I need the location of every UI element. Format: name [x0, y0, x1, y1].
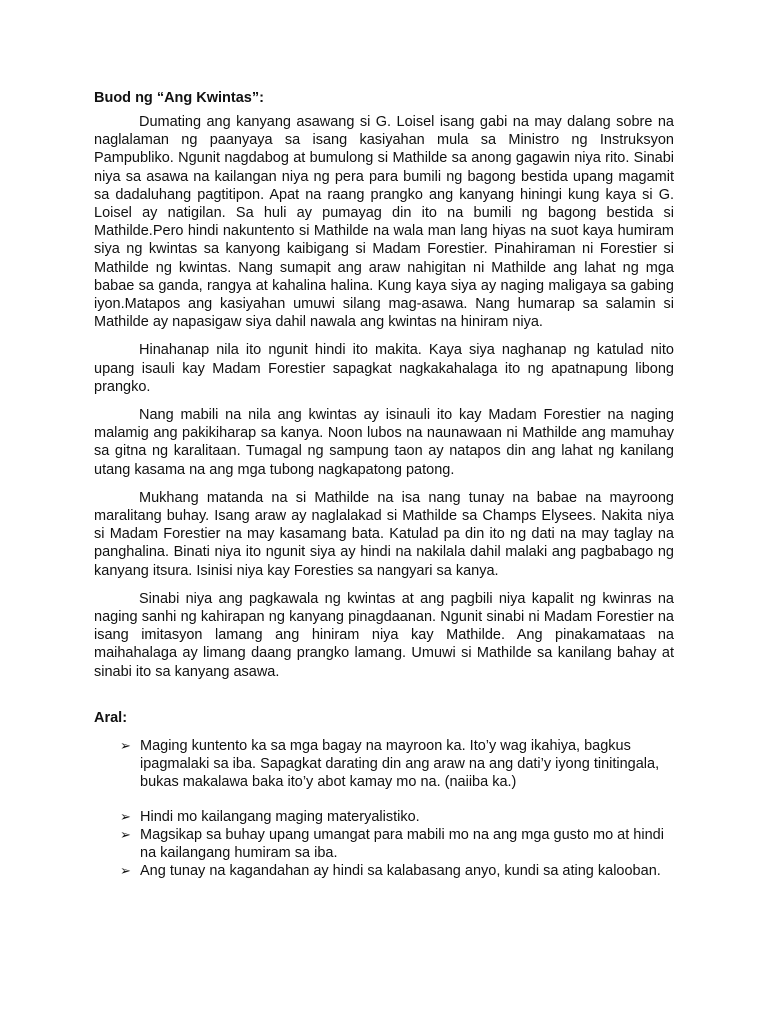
lesson-list	[94, 737, 674, 880]
summary-paragraph-3: Nang mabili na nila ang kwintas ay isinauli ito kay Madam Forestier na naging malamig ang pakikiharap sa kanya. Noon lubos na naunawaan ni Mathilde ang mamuhay sa gitna ng karalitaan. Tumagal ng sampung taon ay natapos din ang lahat ng kanilang utang kasama na ang mga tubong nagkapatong patong.	[94, 407, 674, 478]
lesson-text: Hindi mo kailangang maging materyalistiko.	[140, 808, 420, 825]
lesson-heading: Aral:	[94, 709, 128, 726]
lesson-item	[120, 826, 674, 862]
arrowhead-bullet-icon: ➢	[120, 863, 131, 879]
summary-paragraph-1: Dumating ang kanyang asawang si G. Loisel isang gabi na may dalang sobre na naglalaman ng paanyaya sa isang kasiyahan mula sa Ministro ng Instruksyon Pampubliko. Ngunit nagdabog at bumulong si Mathilde sa anong gagawin niya rito. Sinabi niya sa asawa na kailangan niya ng pera para bumili ng bagong bestida upang magamit sa dadaluhang pagtitipon. Apat na raang prangko ang kanyang hiningi kung kaya si G. Loisel ay natigilan. Sa huli ay pumayag din ito na bumili ng bagong bestida si Mathilde.Pero hindi nakuntento si Mathilde na wala man lang hiyas na suot kaya humiram siya ng kwintas sa kanyong kaibigang si Madam Forestier. Pinahiraman ni Forestier si Mathilde ng kwintas. Nang sumapit ang araw nahigitan ni Mathilde ang lahat ng mga babae sa ganda, rangya at kahalina halina. Kung kaya siya ay naging maligaya sa gabing iyon.Matapos ang kasiyahan umuwi silang mag-asawa. Nang humarap sa salamin si Mathilde ay napasigaw siya dahil nawala ang kwintas na hiniram niya.	[94, 114, 674, 331]
lesson-item	[120, 808, 674, 826]
lesson-item	[120, 862, 674, 880]
summary-heading: Buod ng “Ang Kwintas”:	[94, 90, 264, 106]
arrowhead-bullet-icon: ➢	[120, 826, 131, 842]
summary-paragraph-2: Hinahanap nila ito ngunit hindi ito makita. Kaya siya naghanap ng katulad nito upang isauli kay Madam Forestier sapagkat nagkakahalaga ito ng apatnapung libong prangko.	[94, 342, 674, 395]
lesson-text: Magsikap sa buhay upang umangat para mabili mo na ang mga gusto mo at hindi na kailangang humiram sa iba.	[140, 826, 664, 861]
arrowhead-bullet-icon: ➢	[120, 808, 131, 824]
arrowhead-bullet-icon: ➢	[120, 737, 131, 753]
lesson-item	[120, 737, 674, 792]
summary-paragraph-5: Sinabi niya ang pagkawala ng kwintas at ang pagbili niya kapalit ng kwinras na naging sanhi ng kahirapan ng kanyang pinagdaanan. Ngunit sinabi ni Madam Forestier na isang imitasyon lamang ang hiniram niya kay Mathilde. Ang pinakamataas na maihahalaga ay limang daang prangko lamang. Umuwi si Mathilde sa kanilang bahay at sinabi ito sa kanyang asawa.	[94, 590, 674, 680]
lesson-text: Maging kuntento ka sa mga bagay na mayroon ka. Ito’y wag ikahiya, bagkus ipagmalaki sa iba. Sapagkat darating din ang araw na ang dati’y iyong tinitingala, bukas makalawa baka ito’y abot kamay mo na. (naiiba ka.)	[140, 737, 660, 791]
lesson-text: Ang tunay na kagandahan ay hindi sa kalabasang anyo, kundi sa ating kalooban.	[140, 863, 661, 880]
document-body	[94, 89, 674, 880]
summary-paragraph-4: Mukhang matanda na si Mathilde na isa nang tunay na babae na mayroong maralitang buhay. Isang araw ay naglalakad si Mathilde sa Champs Elysees. Nakita niya si Madam Forestier na may kasamang bata. Katulad pa din ito ng dati na may taglay na panghalina. Binati niya ito ngunit siya ay hindi na nakilala dahil malaki ang pagbabago ng kanyang itsura. Isinisi niya kay Foresties sa nangyari sa kanya.	[94, 489, 674, 579]
